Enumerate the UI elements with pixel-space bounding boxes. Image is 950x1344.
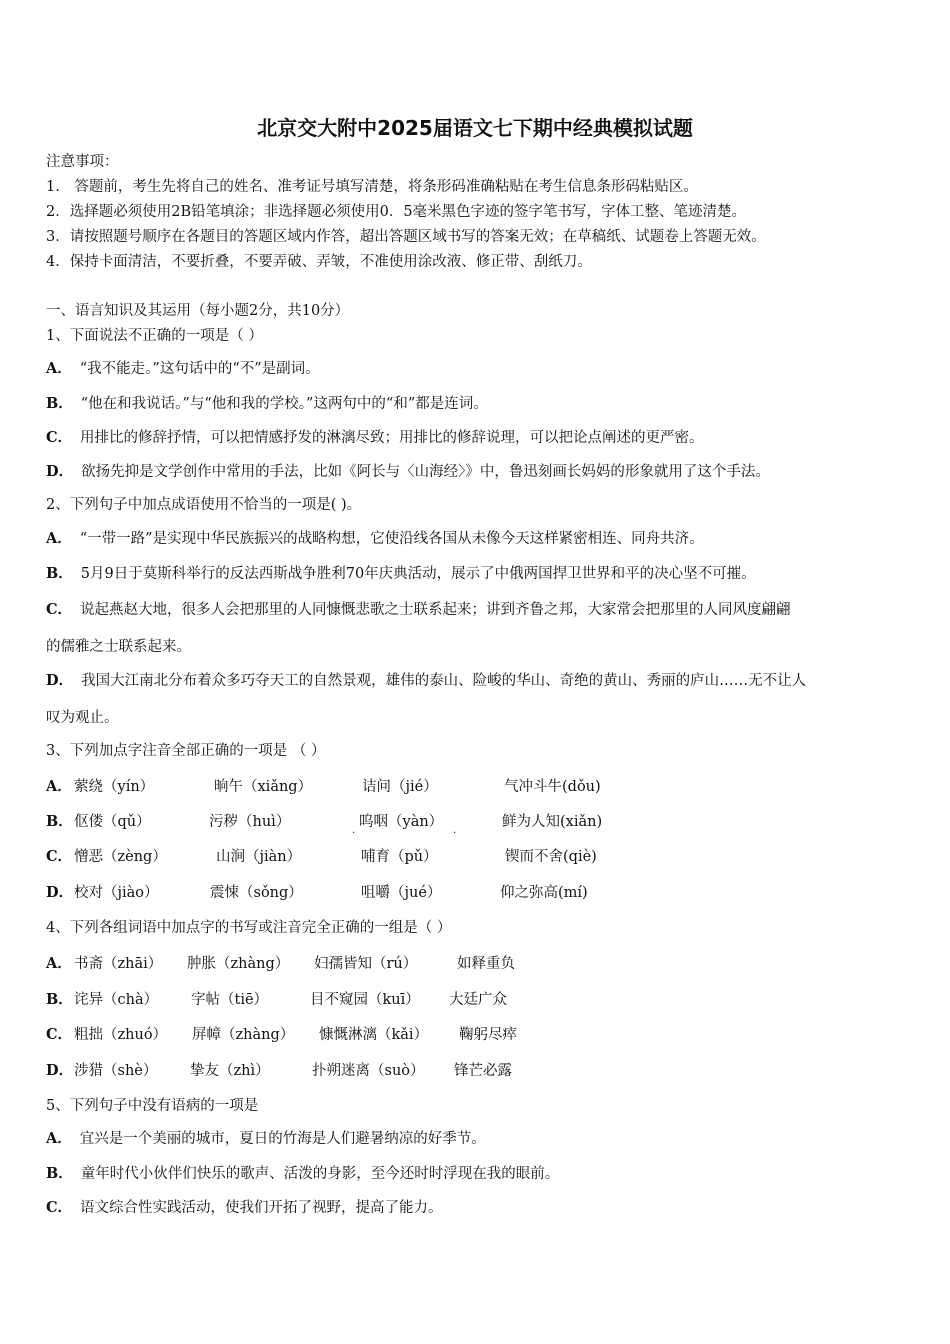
word: 屏幛（zhàng）	[192, 1027, 295, 1043]
question-stem: 5、下列句子中没有语病的一项是	[46, 1098, 259, 1114]
word: 呜咽（yàn）	[359, 814, 444, 830]
word: 气冲斗牛(dǒu)	[504, 779, 601, 795]
option-text: “我不能走。”这句话中的“不”是副词。	[79, 361, 320, 377]
option-text: 的儒雅之士联系起来。	[46, 639, 191, 655]
option-key: B．	[46, 991, 73, 1008]
question-stem: 2、下列句子中加点成语使用不恰当的一项是( )。	[46, 497, 362, 513]
option-line	[46, 564, 916, 584]
option-text: 5月9日于莫斯科举行的反法西斯战争胜利70年庆典活动，展示了中俄两国捍卫世界和平的决心坚不可摧。	[80, 566, 756, 582]
word: 涉猎（shè）	[74, 1063, 158, 1079]
option-line	[46, 600, 916, 620]
notice-heading: 注意事项：	[46, 154, 119, 170]
option-key: C．	[46, 1026, 73, 1043]
option-line	[46, 1164, 916, 1184]
word: 晌午（xiǎng）	[214, 779, 313, 795]
notice-item: 4．保持卡面清洁，不要折叠，不要弄破、弄皱，不准使用涂改液、修正带、刮纸刀。	[46, 254, 592, 270]
word: 咀嚼（jué）	[361, 885, 442, 901]
option-key: C．	[46, 848, 73, 865]
notice-item: 1. 答题前，考生先将自己的姓名、准考证号填写清楚，将条形码准确粘贴在考生信息条形码粘贴区。	[46, 179, 698, 195]
option-key: D．	[46, 1062, 74, 1079]
emphasis-dot: .	[453, 825, 457, 836]
word: 伛偻（qǔ）	[74, 814, 151, 830]
word: 诧异（chà）	[74, 992, 159, 1008]
option-text: 用排比的修辞抒情，可以把情感抒发的淋漓尽致；用排比的修辞说理，可以把论点阐述的更严密。	[80, 430, 704, 446]
word: 憎恶（zèng）	[74, 849, 167, 865]
word: 山涧（jiàn）	[216, 849, 302, 865]
option-line	[46, 462, 916, 482]
option-text: 说起燕赵大地，很多人会把那里的人同慷慨悲歌之士联系起来；讲到齐鲁之邦，大家常会把那里的人同风度翩翩	[80, 602, 791, 618]
option-text: 我国大江南北分布着众多巧夺天工的自然景观，雄伟的泰山、险峻的华山、奇绝的黄山、秀丽的庐山……无不让人	[81, 673, 807, 689]
word: 锋芒必露	[454, 1063, 512, 1079]
option-text: “一带一路”是实现中华民族振兴的战略构想，它使沿线各国从未像今天这样紧密相连、同舟共济。	[79, 531, 704, 547]
option-line	[46, 1129, 916, 1149]
option-line	[46, 359, 916, 379]
option-key: B．	[46, 813, 73, 830]
option-key: A．	[46, 778, 72, 795]
option-key: D．	[46, 463, 74, 480]
word: 扑朔迷离（suò）	[312, 1063, 425, 1079]
option-key: A．	[46, 1130, 72, 1147]
notice-item: 2．选择题必须使用2B铅笔填涂；非选择题必须使用0．5毫米黑色字迹的签字笔书写，字体工整、笔迹清楚。	[46, 204, 747, 220]
option-text: 宜兴是一个美丽的城市，夏日的竹海是人们避暑纳凉的好季节。	[79, 1131, 486, 1147]
word: 目不窥园（kuī）	[310, 992, 420, 1008]
option-key: B．	[46, 1165, 73, 1182]
option-key: A．	[46, 360, 72, 377]
emphasis-dot: .	[352, 825, 356, 836]
option-line	[46, 671, 916, 691]
word: 字帖（tiē）	[191, 992, 269, 1008]
option-key: A．	[46, 955, 72, 972]
option-text: 欲扬先抑是文学创作中常用的手法，比如《阿长与〈山海经〉》中，鲁迅刻画长妈妈的形象就用了这个手法。	[81, 464, 770, 480]
option-key: C．	[46, 601, 73, 618]
option-line	[46, 708, 916, 728]
word: 哺育（pǔ）	[361, 849, 438, 865]
option-line	[46, 1198, 916, 1218]
section-heading: 一、语言知识及其运用（每小题2分，共10分）	[46, 303, 350, 319]
option-text: 叹为观止。	[46, 710, 119, 726]
option-key: B．	[46, 565, 73, 582]
option-text: 语文综合性实践活动，使我们开拓了视野，提高了能力。	[80, 1200, 443, 1216]
word: 仰之弥高(mí)	[500, 885, 588, 901]
word: 粗拙（zhuó）	[74, 1027, 168, 1043]
word: 如释重负	[457, 956, 515, 972]
option-key: A．	[46, 530, 72, 547]
option-text: “他在和我说话。”与“他和我的学校。”这两句中的“和”都是连词。	[80, 396, 488, 412]
page-title: 北京交大附中2025届语文七下期中经典模拟试题	[257, 116, 693, 140]
word: 锲而不舍(qiè)	[505, 849, 597, 865]
option-key: C．	[46, 429, 73, 446]
option-line	[46, 529, 916, 549]
option-key: D．	[46, 884, 74, 901]
word: 震悚（sǒng）	[210, 885, 303, 901]
word: 肿胀（zhàng）	[187, 956, 290, 972]
word: 鞠躬尽瘁	[459, 1027, 517, 1043]
option-key: D．	[46, 672, 74, 689]
word: 慷慨淋漓（kǎi）	[319, 1027, 429, 1043]
option-line	[46, 428, 916, 448]
option-key: B．	[46, 395, 73, 412]
word: 大廷广众	[449, 992, 507, 1008]
word: 鲜为人知(xiǎn)	[502, 814, 603, 830]
word: 污秽（huì）	[209, 814, 291, 830]
word: 诘问（jié）	[362, 779, 438, 795]
option-line	[46, 394, 916, 414]
question-stem: 3、下列加点字注音全部正确的一项是 （ ）	[46, 743, 326, 759]
word: 书斋（zhāi）	[74, 956, 163, 972]
option-text: 童年时代小伙伴们快乐的歌声、活泼的身影，至今还时时浮现在我的眼前。	[80, 1166, 560, 1182]
word: 校对（jiào）	[74, 885, 159, 901]
notice-item: 3．请按照题号顺序在各题目的答题区域内作答，超出答题区域书写的答案无效；在草稿纸、试题卷上答题无效。	[46, 229, 766, 245]
question-stem: 4、下列各组词语中加点字的书写或注音完全正确的一组是（ ）	[46, 920, 452, 936]
option-line	[46, 637, 916, 657]
question-stem: 1、下面说法不正确的一项是（ ）	[46, 328, 263, 344]
word: 萦绕（yín）	[74, 779, 155, 795]
option-key: C．	[46, 1199, 73, 1216]
word: 妇孺皆知（rú）	[314, 956, 418, 972]
word: 挚友（zhì）	[190, 1063, 270, 1079]
